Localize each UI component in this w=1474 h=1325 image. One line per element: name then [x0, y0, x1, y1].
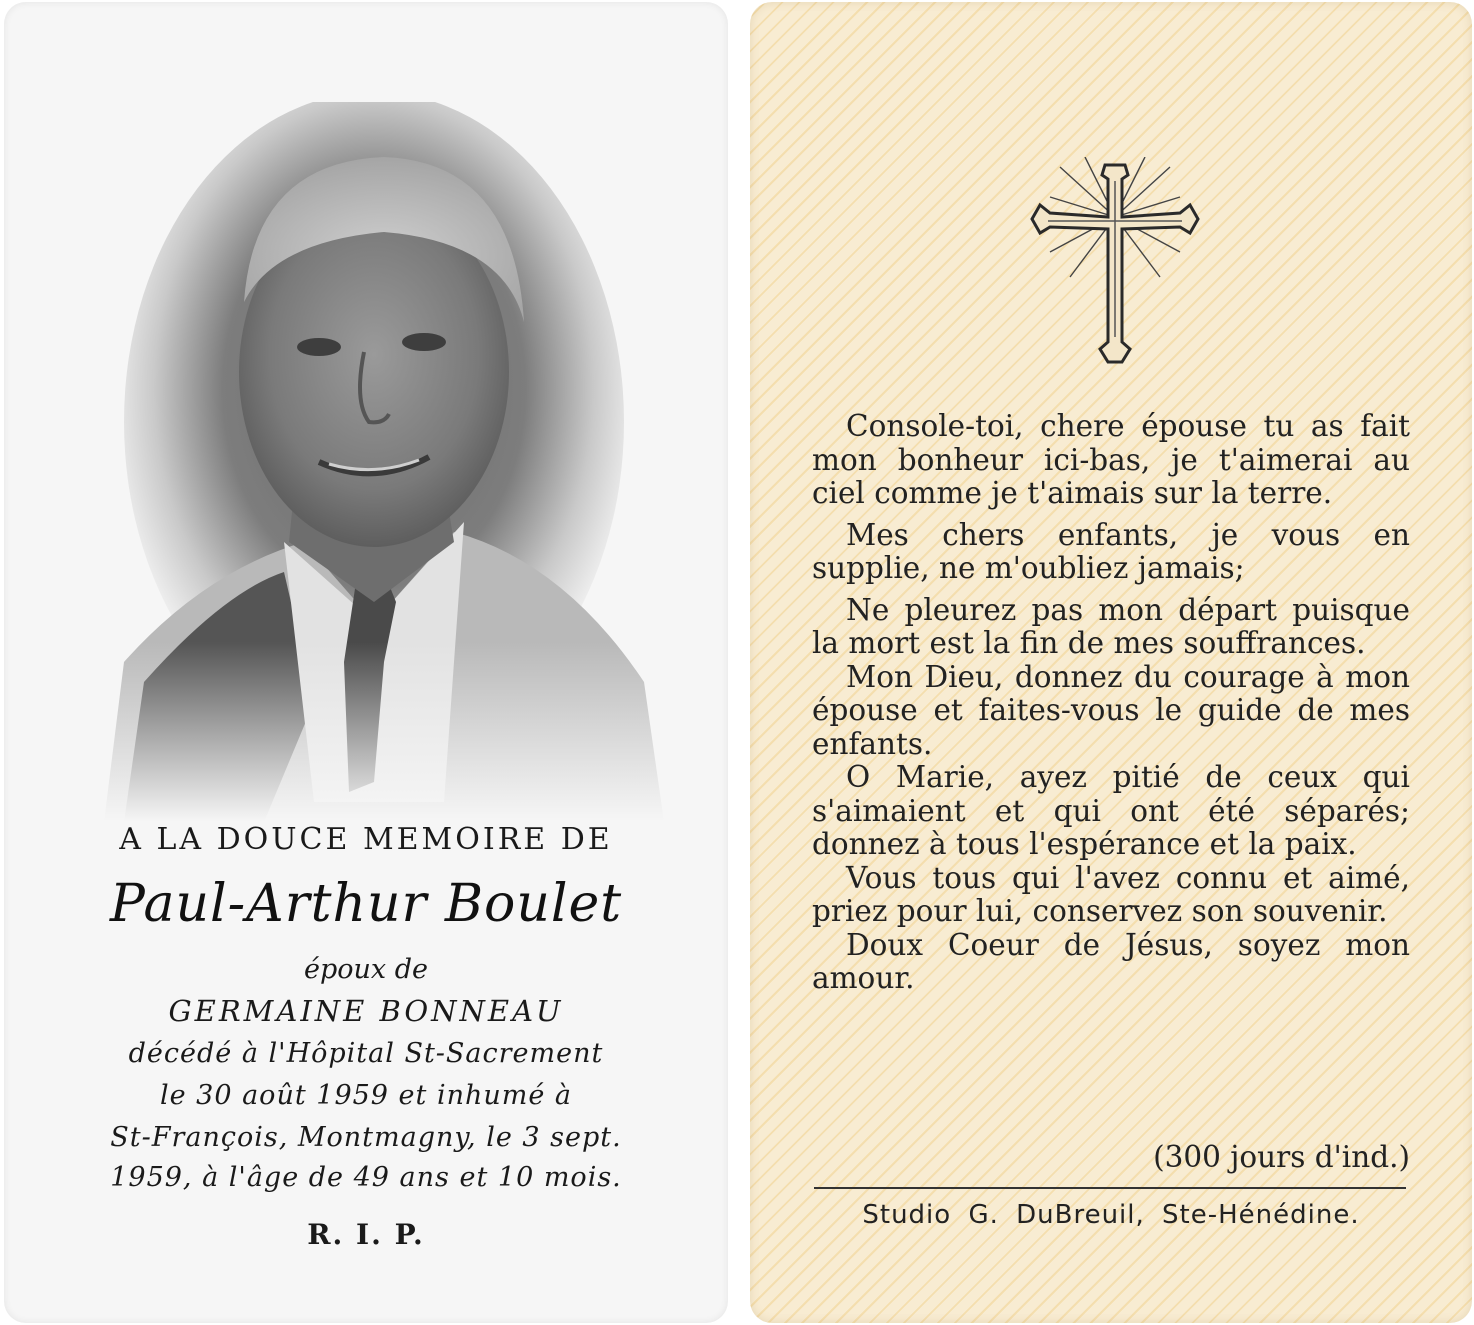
spouse-intro: époux de [304, 954, 428, 985]
divider [814, 1187, 1406, 1189]
prayer-paragraph: Console-toi, chere épouse tu as fait mon bonheur ici-bas, je t'aimerai au ciel comme je t'aimais sur la terre. [812, 409, 1410, 510]
death-date-line: le 30 août 1959 et inhumé à [159, 1080, 573, 1111]
indulgence-note: (300 jours d'ind.) [1153, 1140, 1410, 1174]
portrait-photo [84, 102, 664, 822]
deceased-name: Paul-Arthur Boulet [109, 874, 623, 934]
age-line: 1959, à l'âge de 49 ans et 10 mois. [110, 1162, 622, 1193]
prayer-paragraph: Doux Coeur de Jésus, soyez mon amour. [812, 927, 1410, 995]
spouse-name: GERMAINE BONNEAU [168, 994, 564, 1028]
prayer-text [812, 410, 1410, 996]
card-front [4, 2, 728, 1323]
burial-place-line: St-François, Montmagny, le 3 sept. [110, 1122, 622, 1153]
cross-icon [1030, 157, 1200, 367]
prayer-paragraph: Vous tous qui l'avez connu et aimé, priez pour lui, conservez son souvenir. [812, 860, 1410, 928]
prayer-paragraph: Mon Dieu, donnez du courage à mon épouse et faites-vous le guide de mes enfants. [812, 659, 1410, 761]
death-place-line: décédé à l'Hôpital St-Sacrement [128, 1038, 604, 1069]
studio-credit: Studio G. DuBreuil, Ste-Hénédine. [862, 1200, 1360, 1230]
prayer-paragraph: Mes chers enfants, je vous en supplie, ne m'oubliez jamais; [812, 517, 1410, 585]
memorial-heading: A LA DOUCE MEMOIRE DE [119, 822, 613, 857]
rip-text: R. I. P. [307, 1218, 425, 1251]
prayer-paragraph: O Marie, ayez pitié de ceux qui s'aimaient et qui ont été séparés; donnez à tous l'espérance et la paix. [812, 760, 1410, 861]
prayer-paragraph: Ne pleurez pas mon départ puisque la mort est la fin de mes souffrances. [812, 592, 1410, 660]
card-back [750, 2, 1472, 1323]
